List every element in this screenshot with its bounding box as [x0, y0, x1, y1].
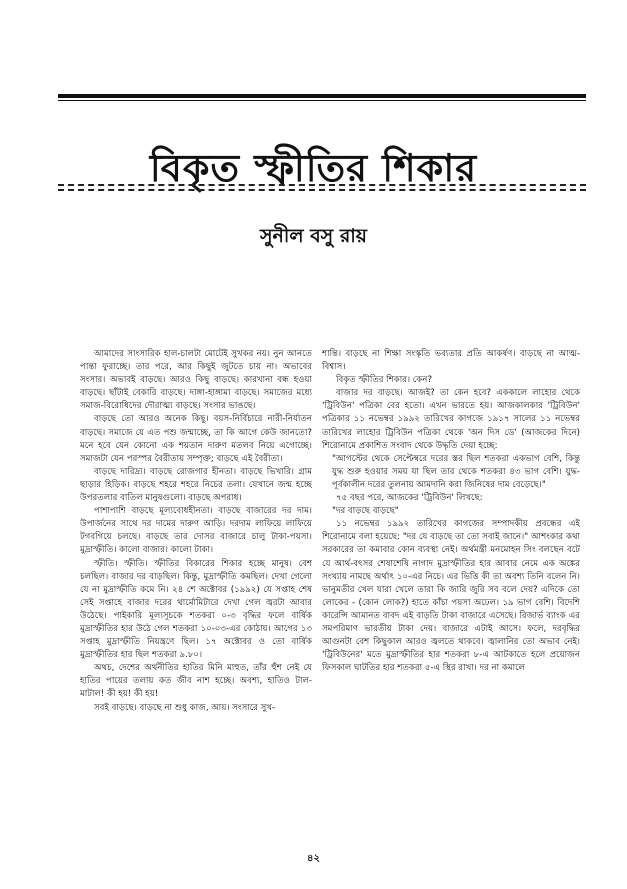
- paragraph: ১১ নভেম্বর ১৯৯২ তারিখের কাগজের সম্পাদকীয় প্রবন্ধের এই শিরোনামে বলা হয়েছে: "দর যে বাড়ছে তা তো সবাই জানে।" আশংকার কথা সরকারের তা কমাবার কোন ব্যবস্থা নেই। অর্থমন্ত্রী মনমোহন সিং বলছেন বটে যে আর্থ-বৎসর শেষাশেষি নাগাদ মুদ্রাস্ফীতির হার আবার নেমে এক অঙ্কের সংখ্যায় নামছে অর্থাৎ ১০-এর নিচে। এর ভিত্তি কী তা অবশ্য তিনি বলেন নি। ভানুমতীর খেল যারা খেলে তারা কি জারি জুরি সব বলে দেয়? এদিকে তো লোকের - (কোন লোক?) হাতে কাঁচা পয়সা অঢেল। ১৯ ভাগ বেশি। বিদেশি কারেন্সি আমানত বাবদ এই বাড়তি টাকা বাজারে এসেছে। রিজার্ভ ব্যাংক এর সমপরিমাণ ভারতীয় টাকা দেয়। বাজারে এটাই আসে। ফলে, দরবৃদ্ধির আগুনটা বেশ কিছুকাল আরও জ্বলতে থাকবে। জ্বালানির তো অভাব নেই। 'ট্রিবিউনের' মতে মুদ্রাস্ফীতির হার শতকরা ৮-এ আটকাতে হলে প্রয়োজন ফিসকাল ঘাটতির হার শতকরা ৫-এ স্থির রাখা। দর না কমালে: [322, 519, 580, 674]
- title-dashed-rule-2: [58, 189, 586, 191]
- paragraph: ৭৫ বছর পরে, আজকের 'ট্রিবিউন' লিখছে:: [336, 493, 483, 504]
- blockquote-heading: "দর বাড়ছে বাড়ছে": [332, 506, 399, 517]
- paragraph: বাড়ছে তো আরও অনেক কিছু। বয়স-নির্বিচারে নারী-নির্যাতন বাড়ছে। সমাজে যে এত পশু জন্মাচ্ছে, তা কি আগে কেউ জানতো? মনে হবে যেন কোনো এক শয়তান দারুণ মতলব নিয়ে এগোচ্ছে। সমাজটা যেন পরস্পর বৈরীতায় সম্পৃক্ত; বাড়ছে এই বৈরীতা।: [80, 414, 312, 464]
- paragraph: স্ফীতি। স্ফীতি। স্ফীতির বিকারের শিকার হচ্ছে মানুষ। বেশ চলছিল। বাজার দর বাড়ছিল। কিন্তু, মুদ্রাস্ফীতি কমছিল। দেখা গেলো যে না মুদ্রাস্ফীতি কমে নি। ২৪ শে অক্টোবর (১৯৯২) যে সপ্তাহ শেষ সেই সপ্তাহে বাজার দরের থার্মোমিটারে দেখা গেল জ্বরটা আবার উঠেছে। পাইকারি মূল্যসূচকে শতকরা ০-৩ বৃদ্ধির ফলে বার্ষিক মুদ্রাস্ফীতির হার উঠে গেল শতকরা ১০-০৩-এর কোঠায়। আগের ১৩ সপ্তাহ মুদ্রাস্ফীতি নিয়ন্ত্রণে ছিল। ১৭ অক্টোবর ও তো বার্ষিক মুদ্রাস্ফীতির হার ছিল শতকরা ৯.৮০।: [80, 558, 312, 661]
- top-thin-rule: [58, 100, 586, 101]
- paragraph: শান্তি। বাড়ছে না শিক্ষা সংস্কৃতি ভব্যতার প্রতি আকর্ষণ। বাড়ছে না আত্ম-বিশ্বাস।: [322, 349, 580, 373]
- article-title: বিকৃত স্ফীতির শিকার: [149, 145, 478, 191]
- blockquote: "আগস্টের থেকে সেপ্টেম্বরে দরের স্তর ছিল শতকরা একভাগ বেশি, কিন্তু যুদ্ধ শুরু হওয়ার সময় যা ছিল তার থেকে শতকরা ৪৩ ভাগ বেশি। যুদ্ধ-পূর্বকালীন দরের তুলনায় আমদানি করা জিনিষের দাম বেড়েছে।": [332, 453, 580, 490]
- page-number: ৪২: [307, 853, 320, 864]
- author-name: সুনীল বসু রায়: [260, 225, 367, 247]
- paragraph: বিকৃত স্ফীতির শিকার। কেন?: [336, 375, 433, 386]
- paragraph: পাশাপাশি বাড়ছে মূল্যবোধহীনতা। বাড়ছে বাজারের দর দাম। উপার্জনের সাথে দর দামের দারুণ আড়ি। দরদাম লাফিয়ে লাফিয়ে টগবগিয়ে চলছে। বাড়ছে তার দোসর বাজারে চালু টাকা-পয়সা। মুদ্রাস্ফীতি। কালো বাজার। কালো টাকা।: [80, 506, 312, 556]
- paragraph: বাজার দর বাড়ছে। আজই? তা কেন হবে? এককালে লাহোর থেকে 'ট্রিবিউন' পত্রিকা বের হতো। এখন ভারতে হয়। আজকালকার 'ট্রিবিউন' পত্রিকার ১১ নভেম্বর ১৯৯২ তারিখের কাগজে ১৯১৭ সালের ১১ নভেম্বর তারিখের লাহোর ট্রিবিউন পত্রিকা থেকে 'অন দিস ডে' (আজকের দিনে) শিরোনামে প্রকাশিত সংবাদ থেকে উদ্ধৃতি দেয়া হচ্ছে:: [322, 388, 580, 451]
- paragraph: আমাদের সাংসারিক হাল-চালটা মোটেই সুখকর নয়। নুন আনতে পান্তা ফুরাচ্ছে। তার পরে, আর কিছুই জুটতে চায় না। অভাবের সংসার। অভাবই বাড়ছে। আরও কিছু বাড়ছে। কারখানা বন্ধ হওয়া বাড়ছে। ছাঁটাই বেকারি বাড়ছে। দাঙ্গা-হাঙ্গামা বাড়ছে। সমাজের মধ্যে সমাজ-বিরোধিদের দৌরাত্ম্য বাড়ছে। সংসার ভাঙছে।: [80, 349, 312, 412]
- paragraph: অথচ, দেশের অর্থনীতির হাতির মিনি মাহুত, তাঁর হুঁশ নেই যে হাতির পায়ের তলায় কত জীব নাশ হচ্ছে। অবশ্য, হাতিও টাল-মাটাল! কী হয়! কী হয়!: [80, 663, 312, 700]
- left-column: [80, 348, 312, 848]
- title-dashed-rule: [58, 184, 586, 186]
- right-column: [322, 348, 580, 848]
- paragraph: সবই বাড়ছে। বাড়ছে না শুধু কাজ, আয়। সংসারে সুখ-: [94, 702, 276, 713]
- top-thick-rule: [58, 94, 586, 98]
- paragraph: বাড়ছে দারিদ্র্য। বাড়ছে রোজগার হীনতা। বাড়ছে ভিখারি। গ্রাম ছাড়ার হিড়িক। বাড়ছে শহরে শহরে নিচের তলা। যেখানে জন্ম হচ্ছে উপরতলার বাতিল মানুষগুলো। বাড়ছে অপরাধ।: [80, 466, 312, 504]
